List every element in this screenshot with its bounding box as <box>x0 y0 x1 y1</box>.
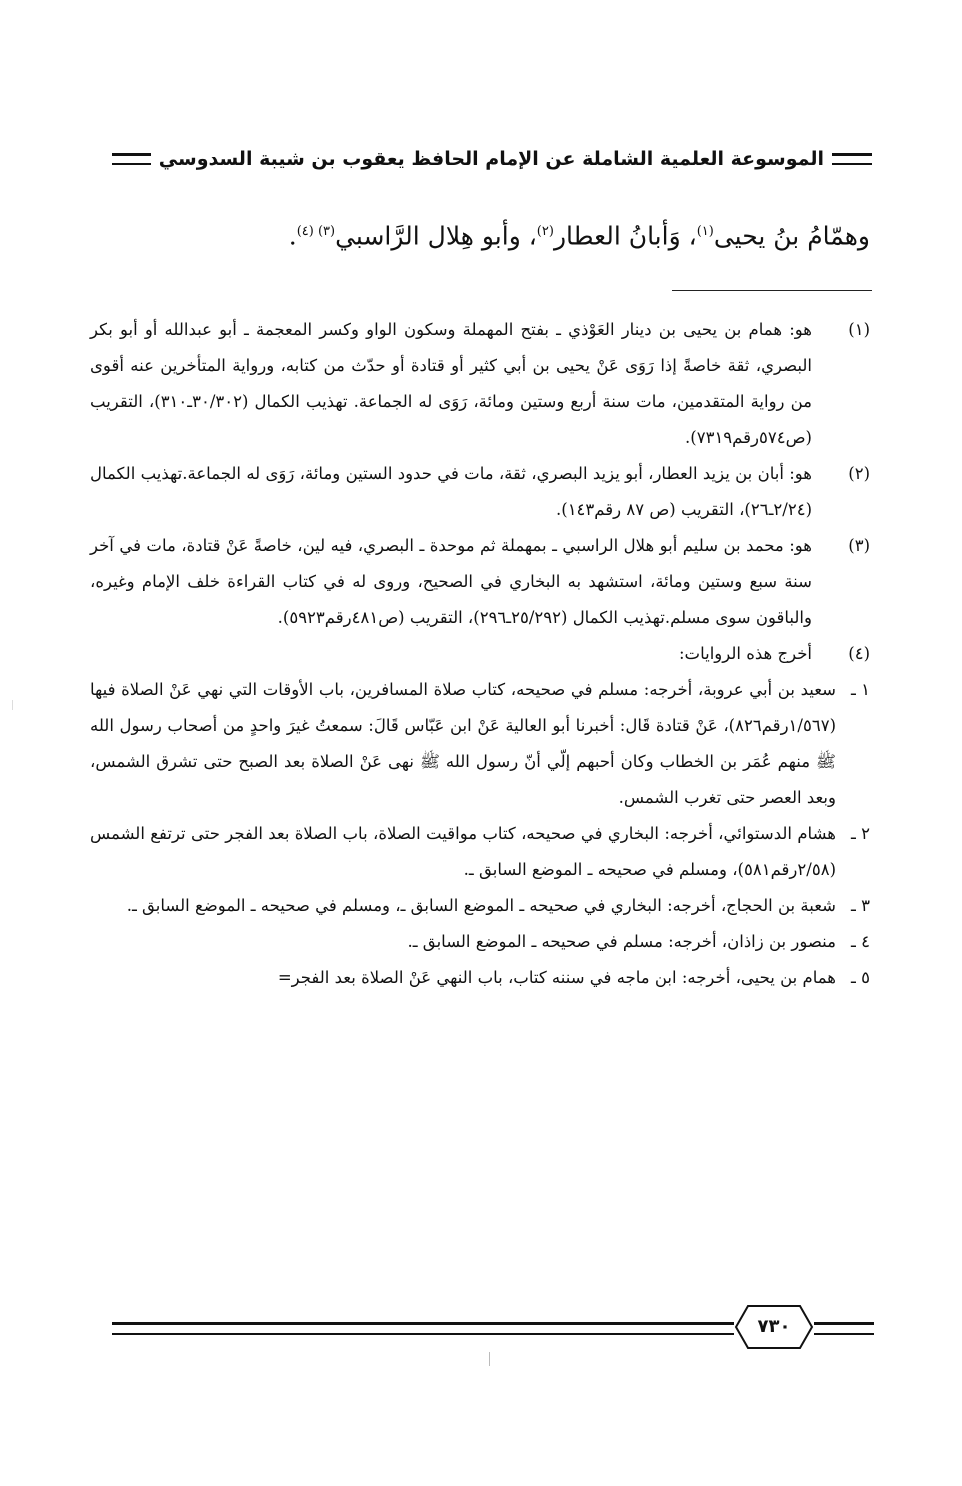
footnote-3 <box>90 528 870 636</box>
footer-rule-left <box>112 1322 734 1335</box>
narration-item-5 <box>90 960 870 996</box>
footnote-4 <box>90 636 870 672</box>
running-header <box>112 142 872 176</box>
footnote-number: (٢) <box>848 464 870 483</box>
narration-text: همام بن يحيى، أخرجه: ابن ماجه في سننه كتاب، باب النهي عَنْ الصلاة بعد الفجر= <box>277 968 836 987</box>
footnote-text: هو: محمد بن سليم أبو هلال الراسبي ـ بمهملة ثم موحدة ـ البصري، فيه لين، خاصةً عَنْ قتادة، مات في آخر سنة سبع وستين ومائة، استشهد به البخاري في الصحيح، وروى له في كتاب القراءة خلف الإمام وغيره، والباقون سوى مسلم.تهذيب الكمال (٢٥/٢٩٢ـ٢٩٦)، التقريب (ص٤٨١رقم٥٩٢٣). <box>90 536 812 627</box>
footer-rule-right <box>814 1322 874 1335</box>
narration-number: ٢ ـ <box>851 824 870 843</box>
narration-item-1 <box>90 672 870 816</box>
page-number-badge <box>734 1304 814 1350</box>
narration-item-4 <box>90 924 870 960</box>
narration-number: ٣ ـ <box>851 896 870 915</box>
narration-number: ١ ـ <box>851 680 870 699</box>
footnote-text: أخرج هذه الروايات: <box>678 644 812 663</box>
footnote-ref-1[interactable]: (١) <box>696 224 714 239</box>
footnote-separator <box>672 290 872 291</box>
header-rule-left <box>112 153 151 165</box>
main-segment-1: وهمّامُ بنُ يحيى <box>713 221 870 251</box>
footnote-ref-2[interactable]: (٢) <box>536 224 554 239</box>
footnote-text: هو: همام بن يحيى بن دينار العَوْذي ـ بفتح المهملة وسكون الواو وكسر المعجمة ـ أبو عبدالله أو أبو بكر البصري، ثقة خاصةً إذا رَوَى عَنْ يحيى بن أبي كثير أو قتادة أو حدّث من كتابه، ورواية المتأخرين عنه أقوى من رواية المتقدمين، مات سنة أربع وستين ومائة، رَوَى له الجماعة. تهذيب الكمال (٣٠/٣٠٢ـ٣١٠)، التقريب (ص٥٧٤رقم٧٣١٩). <box>90 320 813 447</box>
header-rule-right <box>832 153 872 165</box>
main-segment-4: . <box>288 221 297 251</box>
footnote-number: (١) <box>848 320 870 339</box>
narration-text: منصور بن زاذان، أخرجه: مسلم في صحيحه ـ الموضع السابق ـ. <box>407 932 836 951</box>
page-number: ٧٣٠ <box>757 1316 791 1337</box>
narration-item-3 <box>90 888 870 924</box>
narration-text: سعيد بن أبي عروبة، أخرجه: مسلم في صحيحه، كتاب صلاة المسافرين، باب الأوقات التي نهي عَنْ الصلاة فيها (١/٥٦٧رقم٨٢٦)، عَنْ قتادة قَال: أخبرنا أبو العالية عَنْ ابن عَبّاس قَالَ: سمعتُ غيرَ واحدٍ من أصحاب رسول الله ﷺ منهم عُمَر بن الخطاب وكان أحبهم إلّي أنّ رسول الله ﷺ نهى عَنْ الصلاة بعد الصبح حتى تشرق الشمس، وبعد العصر حتى تغرب الشمس. <box>90 680 836 807</box>
scan-artifact <box>489 1352 490 1366</box>
narration-item-2 <box>90 816 870 888</box>
narration-number: ٥ ـ <box>851 968 870 987</box>
page-footer <box>112 1304 874 1354</box>
narration-text: هشام الدستوائي، أخرجه: البخاري في صحيحه، كتاب مواقيت الصلاة، باب الصلاة بعد الفجر حتى ترتفع الشمس (٢/٥٨رقم٥٨١)، ومسلم في صحيحه ـ الموضع السابق ـ. <box>90 824 836 879</box>
main-text-line <box>90 210 870 258</box>
footnote-number: (٣) <box>848 536 870 555</box>
header-title: الموسوعة العلمية الشاملة عن الإمام الحافظ يعقوب بن شيبة السدوسي <box>158 148 824 170</box>
footnote-ref-3-4[interactable]: (٣) (٤) <box>296 224 336 239</box>
footnotes-section <box>90 312 870 996</box>
main-segment-3: ، وأبو هِلال الرَّاسبي <box>335 221 537 251</box>
footnote-1 <box>90 312 870 456</box>
scan-artifact-margin <box>12 700 13 710</box>
footnote-text: هو: أبان بن يزيد العطار، أبو يزيد البصري، ثقة، مات في حدود الستين ومائة، رَوَى له الجماعة.تهذيب الكمال (٢/٢٤ـ٢٦)، التقريب (ص ٨٧ رقم١٤٣). <box>90 464 812 519</box>
main-segment-2: ، وَأبانُ العطار <box>553 221 697 251</box>
footnote-2 <box>90 456 870 528</box>
footnote-number: (٤) <box>848 644 870 663</box>
narration-text: شعبة بن الحجاج، أخرجه: البخاري في صحيحه ـ الموضع السابق ـ، ومسلم في صحيحه ـ الموضع السابق ـ. <box>126 896 836 915</box>
narration-number: ٤ ـ <box>851 932 870 951</box>
